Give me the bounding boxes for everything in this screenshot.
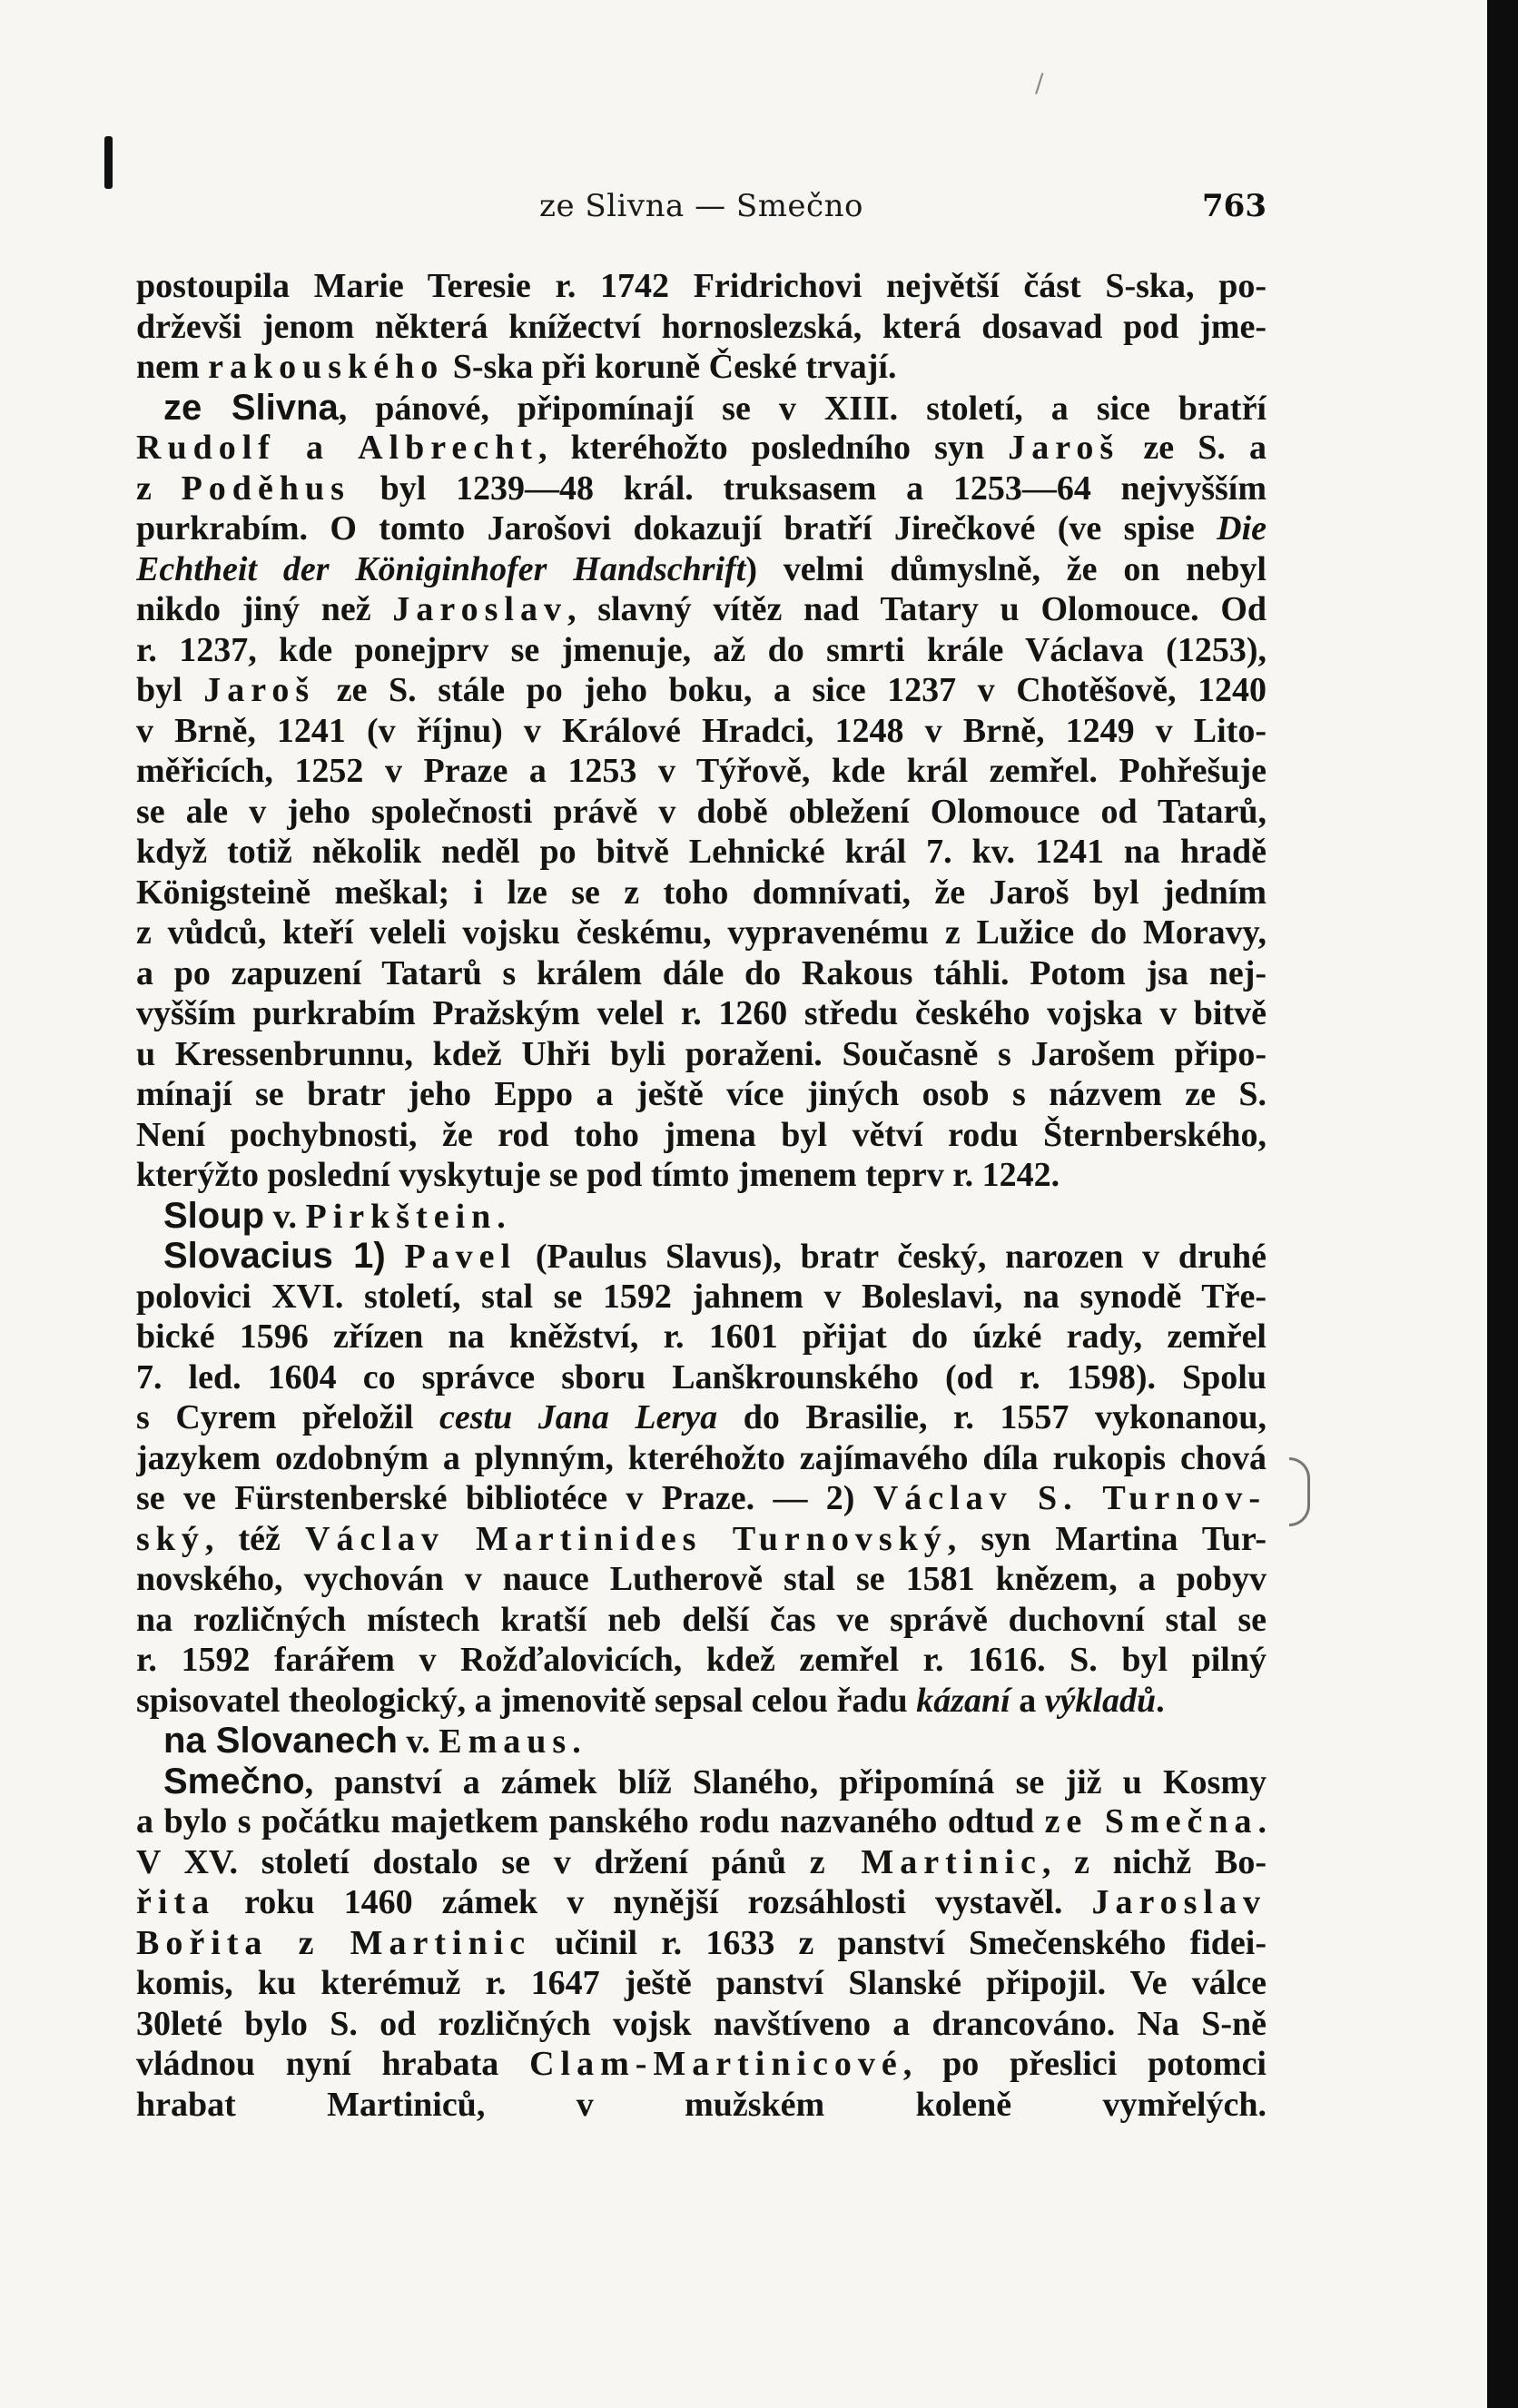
text-span: , po přeslici potomci — [902, 2045, 1267, 2083]
text-span: hrabat Martiniců, v mužském koleně vymřelých. — [136, 2085, 1267, 2124]
text-span: purkrabím. O tomto Jarošovi dokazují bratří Jirečkové (ve spise — [136, 509, 1217, 548]
text-line — [136, 1115, 1267, 1156]
text-span: r. 1592 farářem v Rožďalovicích, kdež zemřel r. 1616. S. byl pilný — [136, 1641, 1267, 1679]
text-line — [136, 1196, 1267, 1237]
running-head-title: ze Slivna — Smečno — [539, 188, 863, 224]
margin-mark — [104, 136, 113, 189]
text-span: výkladů — [1044, 1681, 1157, 1720]
text-line — [136, 1640, 1267, 1681]
text-span: , panství a zámek blíž Slaného, připomíná se již u Kosmy — [304, 1762, 1267, 1801]
text-line — [136, 913, 1267, 953]
text-line — [136, 1478, 1267, 1519]
text-span: Poděhus — [181, 469, 350, 508]
text-line — [136, 469, 1267, 509]
text-span: Pavel — [404, 1238, 518, 1276]
margin-bracket — [1289, 1457, 1310, 1526]
text-span: se ve Fürstenberské bibliotéce v Praze. — 2) — [136, 1479, 873, 1517]
text-span: , slavný vítěz nad Tatary u Olomouce. Od — [567, 590, 1267, 628]
text-line — [136, 1519, 1267, 1560]
text-line — [136, 1317, 1267, 1357]
text-line — [136, 1762, 1267, 1802]
text-line — [136, 388, 1267, 429]
text-line — [136, 1357, 1267, 1398]
text-line — [136, 1438, 1267, 1479]
text-line — [136, 589, 1267, 630]
text-line — [136, 1559, 1267, 1600]
text-line — [136, 792, 1267, 833]
text-line — [136, 1923, 1267, 1964]
text-span: Jaroš — [203, 671, 316, 709]
text-line — [136, 832, 1267, 873]
text-line — [136, 953, 1267, 994]
text-span: na Slovanech — [163, 1721, 398, 1761]
text-span: Slovacius 1) — [163, 1236, 386, 1276]
text-span: S-ska při koruně České trvají. — [444, 348, 897, 386]
text-span: cestu Jana Lerya — [439, 1398, 718, 1436]
text-span: učinil r. 1633 z panství Smečenského fidei- — [531, 1923, 1267, 1962]
text-line — [136, 1155, 1267, 1196]
text-span: , z nichž Bo- — [1041, 1842, 1267, 1881]
text-span: Václav S. Turnov- — [872, 1479, 1267, 1517]
text-span: nem — [136, 348, 209, 386]
text-span: komis, ku kterémuž r. 1647 ještě panství Slanské připojil. Ve válce — [136, 1964, 1267, 2002]
text-line — [136, 347, 1267, 388]
text-line — [136, 307, 1267, 348]
text-span: byl 1239—48 král. truksasem a 1253—64 nejvyšším — [350, 469, 1267, 508]
text-line — [136, 873, 1267, 913]
text-span: se ale v jeho společnosti právě v době obležení Olomouce od Tatarů, — [136, 792, 1267, 831]
text-line — [136, 711, 1267, 752]
text-span: Smečno — [163, 1761, 305, 1801]
text-line — [136, 2004, 1267, 2045]
text-span: mínají se bratr jeho Eppo a ještě více jiných osob s názvem ze S. — [136, 1075, 1267, 1113]
text-span: V XV. století dostalo se v držení pánů — [136, 1842, 810, 1881]
text-line — [136, 266, 1267, 307]
text-span: Emaus — [439, 1722, 573, 1761]
text-span: a bylo s počátku majetkem panského rodu nazvaného odtud — [136, 1802, 1045, 1841]
text-span: vyšším purkrabím Pražským velel r. 1260 středu českého vojska v bitvě — [136, 994, 1267, 1032]
text-span: , pánové, připomínají se v XIII. století, a sice bratří — [338, 389, 1267, 428]
text-span: když totiž několik neděl po bitvě Lehnické král 7. kv. 1241 na hradě — [136, 833, 1267, 871]
text-span: novského, vychován v nauce Lutherově stal se 1581 knězem, a pobyv — [136, 1560, 1267, 1598]
text-span: měřicích, 1252 v Praze a 1253 v Týřově, kde král zemřel. Pohřešuje — [136, 752, 1267, 790]
text-line — [136, 630, 1267, 671]
text-span: Jaroš — [1008, 429, 1120, 467]
text-span: Sloup — [163, 1195, 265, 1236]
text-span: 7. led. 1604 co správce sboru Lanškrounského (od r. 1598). Spolu — [136, 1357, 1267, 1396]
text-span: Jaroslav — [392, 590, 567, 628]
text-span: Die — [1217, 509, 1267, 548]
text-line — [136, 508, 1267, 549]
body-text — [136, 266, 1267, 2125]
text-line — [136, 670, 1267, 711]
text-span: kterýžto poslední vyskytuje se pod tímto jmenem teprv r. 1242. — [136, 1156, 1060, 1194]
page-number: 763 — [1202, 188, 1267, 224]
text-line — [136, 428, 1267, 469]
text-span: ze Smečna — [1044, 1802, 1258, 1841]
text-line — [136, 993, 1267, 1034]
text-span: . — [1156, 1681, 1165, 1720]
text-line — [136, 1882, 1267, 1923]
text-span: vládnou nyní hrabata — [136, 2045, 530, 2083]
text-span: z Martinic — [809, 1842, 1042, 1881]
text-span: ze S. a — [1119, 429, 1267, 467]
text-line — [136, 1236, 1267, 1277]
text-span: 30leté bylo S. od rozličných vojsk navštíveno a drancováno. Na S-ně — [136, 2004, 1267, 2043]
text-span: bické 1596 zřízen na kněžství, r. 1601 přijat do úzké rady, zemřel — [136, 1317, 1267, 1356]
text-span: s Cyrem přeložil — [136, 1398, 439, 1436]
text-span: rakouského — [208, 348, 445, 386]
text-span: Echtheit der Königinhofer Handschrift — [136, 549, 746, 588]
text-span: polovici XVI. století, stal se 1592 jahnem v Boleslavi, na synodě Tře- — [136, 1277, 1267, 1316]
text-span: z — [136, 469, 182, 508]
text-line — [136, 1801, 1267, 1842]
text-span: , též — [204, 1519, 306, 1558]
text-span: (Paulus Slavus), bratr český, narozen v druhé — [517, 1238, 1267, 1276]
text-line — [136, 1963, 1267, 2004]
text-span: u Kressenbrunnu, kdež Uhři byli poraženi. Současně s Jarošem připo- — [136, 1034, 1267, 1073]
text-span: v. — [264, 1197, 306, 1236]
text-span: byl — [136, 671, 204, 709]
text-line — [136, 1397, 1267, 1438]
text-span: v Brně, 1241 (v říjnu) v Králové Hradci, 1248 v Brně, 1249 v Lito- — [136, 711, 1267, 750]
text-span: r. 1237, kde ponejprv se jmenuje, až do smrti krále Václava (1253), — [136, 630, 1267, 669]
text-span: roku 1460 zámek v nynější rozsáhlosti vystavěl. — [215, 1883, 1092, 1921]
text-span: jazykem ozdobným a plynným, kteréhožto zajímavého díla rukopis chová — [136, 1438, 1267, 1477]
text-span: z vůdců, kteří veleli vojsku českému, vypravenému z Lužice do Moravy, — [136, 913, 1267, 952]
text-span: Václav Martinides Turnovský — [305, 1519, 948, 1558]
text-span: Pirkštein — [305, 1197, 498, 1236]
text-span: ský — [136, 1519, 205, 1558]
text-span: na rozličných místech kratší neb delší čas ve správě duchovní stal se — [136, 1600, 1267, 1639]
text-line — [136, 1681, 1267, 1722]
text-span: ze Slivna — [163, 387, 339, 428]
text-line — [136, 1600, 1267, 1641]
text-span: a — [1010, 1681, 1045, 1720]
text-span: a po zapuzení Tatarů s králem dále do Rakous táhli. Potom jsa nej- — [136, 953, 1267, 992]
running-head — [136, 188, 1267, 233]
stray-mark: / — [1035, 68, 1044, 98]
text-span: , kteréhožto posledního syn — [537, 429, 1009, 467]
text-span: . — [1257, 1802, 1267, 1841]
text-span: Bořita z Martinic — [136, 1923, 532, 1962]
text-span: Rudolf a Albrecht — [136, 429, 538, 467]
text-span: Clam-Martinicové — [529, 2045, 903, 2083]
text-span: spisovatel theologický, a jmenovitě sepsal celou řadu — [136, 1681, 917, 1720]
text-span: . — [572, 1722, 581, 1761]
text-span: Jaroslav — [1091, 1883, 1267, 1921]
text-line — [136, 751, 1267, 792]
text-span: drževši jenom některá knížectví hornoslezská, která dosavad pod jme- — [136, 307, 1267, 346]
text-span: řita — [136, 1883, 216, 1921]
text-span: Není pochybnosti, že rod toho jmena byl větví rodu Šternberského, — [136, 1115, 1267, 1154]
text-span: postoupila Marie Teresie r. 1742 Fridrichovi největší část S-ska, po- — [136, 267, 1267, 305]
text-span: nikdo jiný než — [136, 590, 393, 628]
text-span: ) velmi důmyslně, že on nebyl — [745, 549, 1267, 588]
text-line — [136, 2085, 1267, 2126]
text-span: kázaní — [916, 1681, 1010, 1720]
text-line — [136, 1721, 1267, 1762]
text-span: ze S. stále po jeho boku, a sice 1237 v Chotěšově, 1240 — [315, 671, 1267, 709]
text-line — [136, 1277, 1267, 1317]
text-line — [136, 1842, 1267, 1883]
text-span — [386, 1238, 405, 1276]
text-line — [136, 2044, 1267, 2085]
text-span: , syn Martina Tur- — [947, 1519, 1267, 1558]
text-span: v. — [397, 1722, 439, 1761]
text-span: Königsteině meškal; i lze se z toho domnívati, že Jaroš byl jedním — [136, 873, 1267, 912]
text-span: do Brasilie, r. 1557 vykonanou, — [717, 1398, 1267, 1436]
text-line — [136, 549, 1267, 590]
text-line — [136, 1034, 1267, 1075]
text-line — [136, 1074, 1267, 1115]
text-span: . — [497, 1197, 506, 1236]
